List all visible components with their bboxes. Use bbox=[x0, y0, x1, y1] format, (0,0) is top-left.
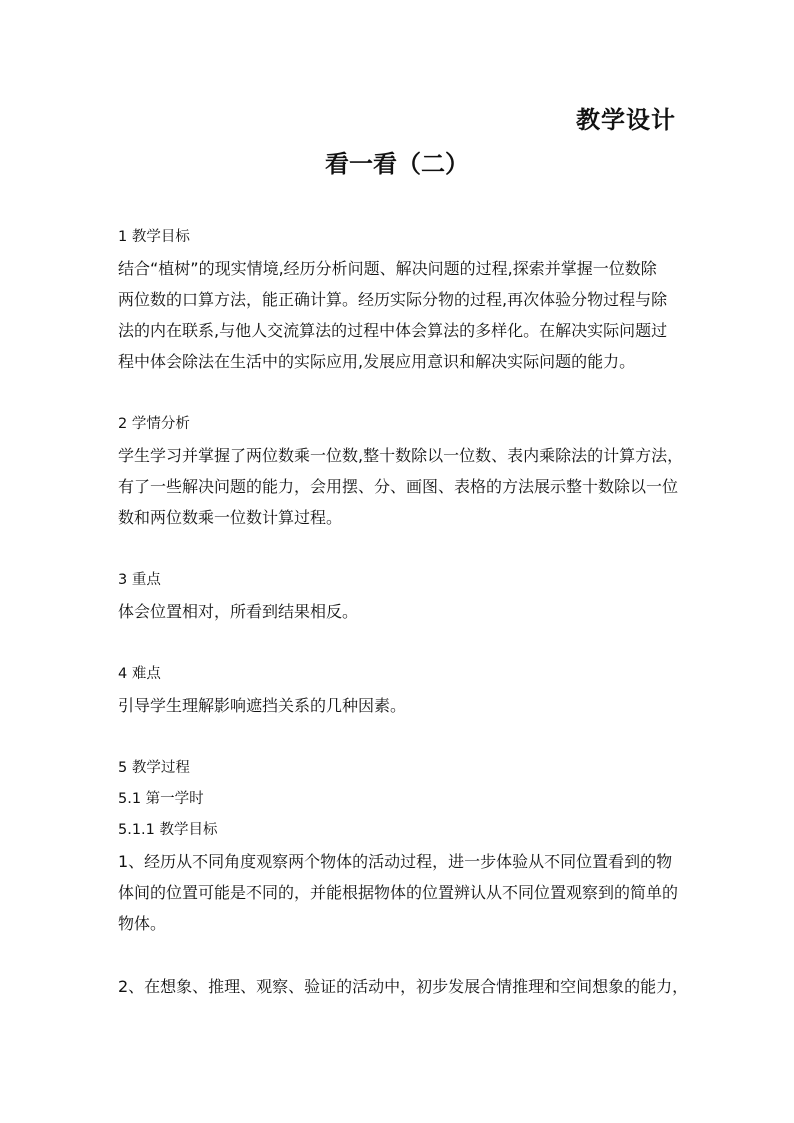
section-heading: 5 教学过程 bbox=[118, 760, 190, 776]
section-heading: 4 难点 bbox=[118, 666, 161, 682]
section-paragraph bbox=[118, 971, 689, 1002]
section-teaching-process bbox=[118, 753, 689, 1002]
document-title: 看一看（二） bbox=[325, 150, 469, 178]
section-paragraph bbox=[118, 846, 678, 939]
subsection-heading: 5.1.1 教学目标 bbox=[118, 822, 218, 838]
text-line: 引导学生理解影响遮挡关系的几种因素。 bbox=[118, 696, 407, 715]
subsection-heading: 5.1 第一学时 bbox=[118, 791, 204, 807]
document-type-label: 教学设计 bbox=[576, 106, 676, 134]
section-paragraph bbox=[118, 440, 684, 533]
section-heading: 1 教学目标 bbox=[118, 229, 190, 245]
text-line: 体会位置相对，所看到结果相反。 bbox=[118, 602, 359, 621]
text-line: 物体。 bbox=[118, 914, 167, 933]
text-line: 程中体会除法在生活中的实际应用,发展应用意识和解决实际问题的能力。 bbox=[118, 352, 636, 371]
section-key-points bbox=[118, 565, 678, 627]
text-line: 1、经历从不同角度观察两个物体的活动过程，进一步体验从不同位置看到的物 bbox=[118, 852, 673, 871]
section-heading: 2 学情分析 bbox=[118, 416, 190, 432]
section-difficulties bbox=[118, 659, 678, 721]
text-line: 数和两位数乘一位数计算过程。 bbox=[118, 508, 343, 527]
section-paragraph bbox=[118, 690, 678, 721]
section-teaching-objectives bbox=[118, 222, 678, 377]
section-paragraph bbox=[118, 253, 678, 377]
section-paragraph bbox=[118, 596, 678, 627]
text-line: 学生学习并掌握了两位数乘一位数,整十数除以一位数、表内乘除法的计算方法， bbox=[118, 446, 684, 465]
text-line: 法的内在联系,与他人交流算法的过程中体会算法的多样化。在解决实际问题过 bbox=[118, 321, 668, 340]
text-line: 两位数的口算方法，能正确计算。经历实际分物的过程,再次体验分物过程与除 bbox=[118, 290, 668, 309]
text-line: 结合“植树”的现实情境,经历分析问题、解决问题的过程,探索并掌握一位数除 bbox=[118, 259, 657, 278]
section-heading: 3 重点 bbox=[118, 572, 161, 588]
text-line: 体间的位置可能是不同的，并能根据物体的位置辨认从不同位置观察到的简单的 bbox=[118, 883, 679, 902]
text-line: 2、在想象、推理、观察、验证的活动中，初步发展合情推理和空间想象的能力， bbox=[118, 977, 689, 996]
paragraph-spacer bbox=[118, 939, 678, 971]
text-line: 有了一些解决问题的能力，会用摆、分、画图、表格的方法展示整十数除以一位 bbox=[118, 477, 679, 496]
section-learner-analysis bbox=[118, 409, 684, 533]
